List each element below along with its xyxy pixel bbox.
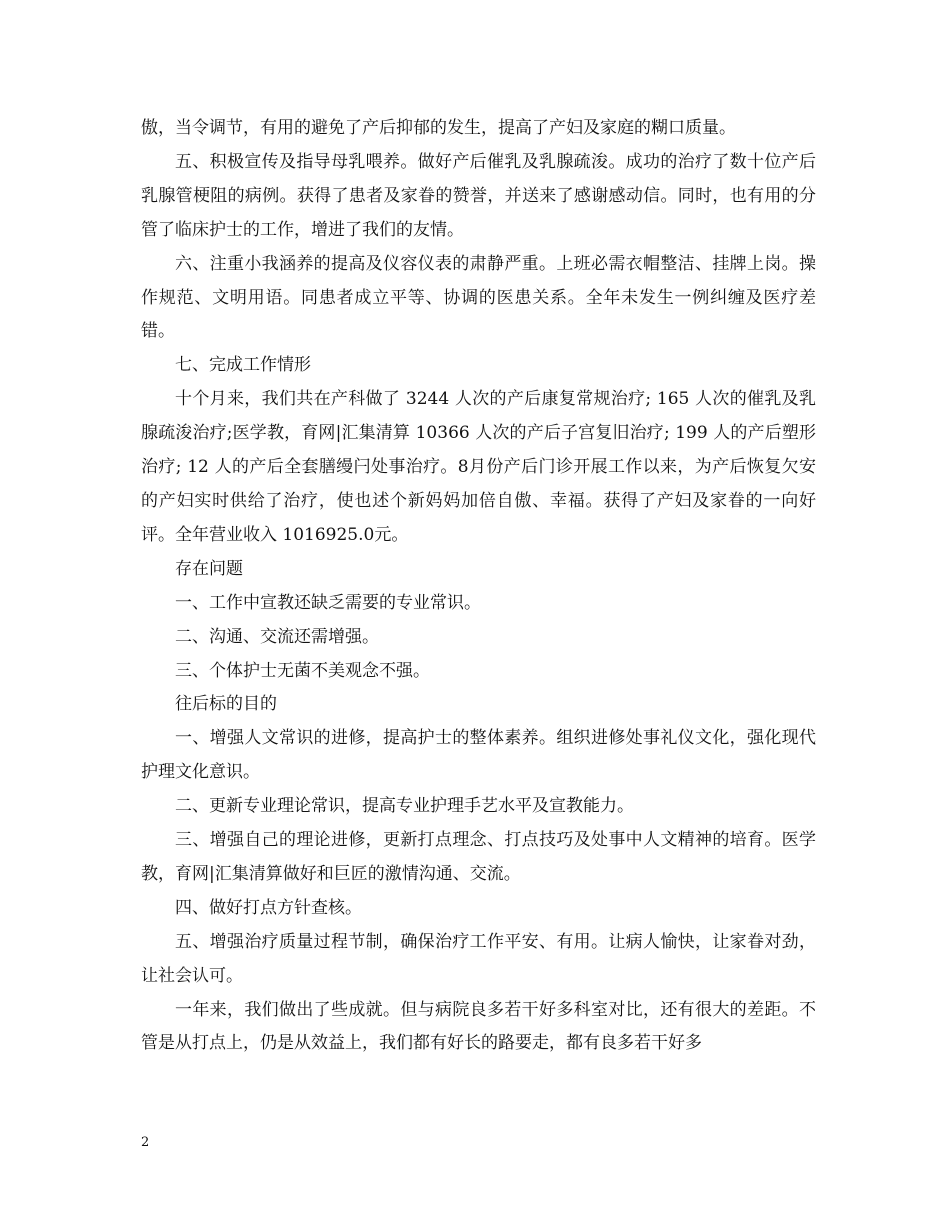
list-item: 四、做好打点方针查核。	[175, 897, 362, 918]
paragraph: 六、注重小我涵养的提高及仪容仪表的肃静严重。上班必需衣帽整洁、挂牌上岗。操作规范、文明用语。同患者成立平等、协调的医患关系。全年未发生一例纠缠及医疗差错。	[141, 253, 816, 342]
list-item: 二、更新专业理论常识，提高专业护理手艺水平及宣教能力。	[175, 796, 634, 817]
list-item: 三、个体护士无菌不美观念不强。	[175, 660, 430, 681]
list-item: 一、增强人文常识的进修，提高护士的整体素养。组织进修处事礼仪文化，强化现代护理文化意识。	[141, 728, 816, 783]
list-item: 五、增强治疗质量过程节制，确保治疗工作平安、有用。让病人愉快，让家眷对劲，让社会认可。	[141, 931, 816, 986]
paragraph: 十个月来，我们共在产科做了 3244 人次的产后康复常规治疗; 165 人次的催乳及乳腺疏浚治疗;医学教，育网|汇集清算 10366 人次的产后子宫复旧治疗; 199 人的产后塑形治疗; 12 人的产后全套膳缦闩处事治疗。8月份产后门诊开展工作以来，为产后恢复欠安的产妇实时供给了治疗，使也述个新妈妈加倍自傲、幸福。获得了产妇及家眷的一向好评。全年营业收入 1016925.0元。	[141, 389, 816, 545]
paragraph: 一年来，我们做出了些成就。但与病院良多若干好多科室对比，还有很大的差距。不管是从打点上，仍是从效益上，我们都有好长的路要走，都有良多若干好多	[141, 999, 816, 1054]
section-heading: 往后标的目的	[175, 694, 277, 715]
section-heading: 存在问题	[175, 558, 243, 579]
list-item: 三、增强自己的理论进修，更新打点理念、打点技巧及处事中人文精神的培育。医学教，育网|汇集清算做好和巨匠的激情沟通、交流。	[141, 830, 816, 884]
page-number: 2	[141, 1135, 150, 1150]
list-item: 一、工作中宣教还缺乏需要的专业常识。	[175, 592, 481, 613]
document-body	[141, 112, 816, 1061]
paragraph: 傲，当令调节，有用的避免了产后抑郁的发生，提高了产妇及家庭的糊口质量。	[141, 118, 736, 138]
paragraph: 五、积极宣传及指导母乳喂养。做好产后催乳及乳腺疏浚。成功的治疗了数十位产后乳腺管梗阻的病例。获得了患者及家眷的赞誉，并送来了感谢感动信。同时，也有用的分管了临床护士的工作，增进了我们的友情。	[141, 151, 816, 240]
list-item: 二、沟通、交流还需增强。	[175, 626, 379, 647]
section-heading: 七、完成工作情形	[175, 355, 311, 376]
